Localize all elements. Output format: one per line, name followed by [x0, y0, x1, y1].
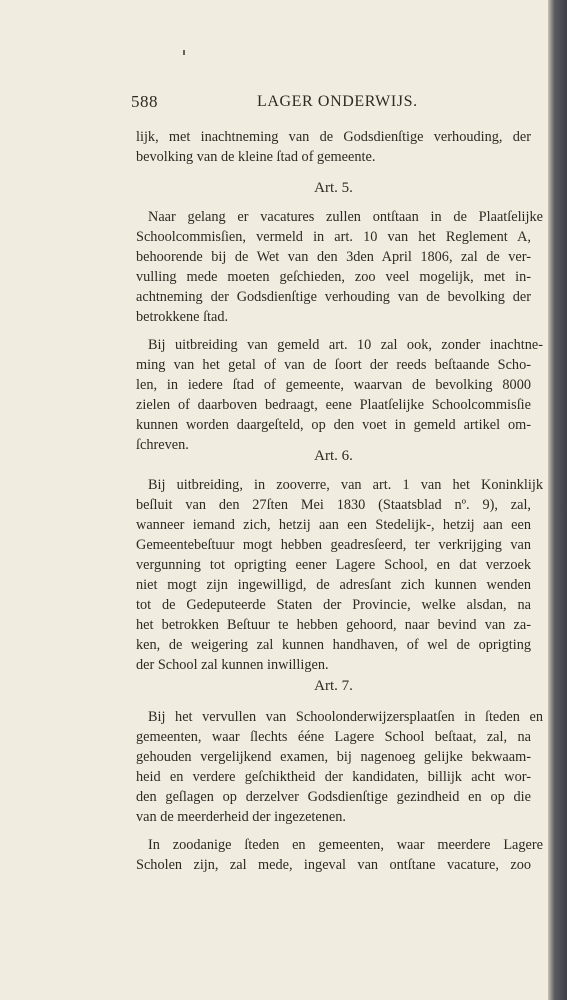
- text-line: len, in iedere ſtad of gemeente, waarvan de bevolking 8000: [136, 377, 531, 393]
- text-line: tot de Gedeputeerde Staten der Provincie, welke alsdan, na: [136, 597, 531, 613]
- text-line: Bij uitbreiding van gemeld art. 10 zal ook, zonder inachtne-: [148, 337, 543, 353]
- text-line: vergunning tot oprigting eener Lagere School, en dat verzoek: [136, 557, 531, 573]
- text-line: Bij uitbreiding, in zooverre, van art. 1 van het Koninklijk: [148, 477, 543, 493]
- text-line: Scholen zijn, zal mede, ingeval van ontſtane vacature, zoo: [136, 857, 531, 873]
- text-line: gemeenten, waar ſlechts ééne Lagere School beſtaat, zal, na: [136, 729, 531, 745]
- page-number: 588: [131, 92, 158, 111]
- text-line: vulling mede moeten geſchieden, zoo veel mogelijk, met in-: [136, 269, 531, 285]
- text-line: achtneming der Godsdienſtige verhouding van de bevolking der: [136, 289, 531, 305]
- page-header: [131, 92, 437, 116]
- text-line: den geſlagen op derzelver Godsdienſtige gezindheid en op die: [136, 789, 531, 805]
- text-line: behoorende bij de Wet van den 3den April 1806, zal de ver-: [136, 249, 531, 265]
- text-line: niet mogt zijn ingewilligd, de adresſant zich kunnen wenden: [136, 577, 531, 593]
- text-line: lijk, met inachtneming van de Godsdienſtige verhouding, der: [136, 129, 531, 145]
- article-heading: Art. 5.: [314, 180, 353, 196]
- text-line: gehouden vergelijkend examen, bij nagenoeg gelijke bekwaam-: [136, 749, 531, 765]
- printer-mark: [183, 50, 185, 55]
- text-line: betrokkene ſtad.: [136, 309, 229, 325]
- text-line: beſluit van den 27ſten Mei 1830 (Staatsblad nº. 9), zal,: [136, 497, 531, 513]
- text-line: van de meerderheid der ingezetenen.: [136, 809, 346, 825]
- text-line: Naar gelang er vacatures zullen ontſtaan in de Plaatſelijke: [148, 209, 543, 225]
- text-line: ken, de weigering zal kunnen handhaven, of wel de oprigting: [136, 637, 531, 653]
- text-line: wanneer iemand zich, hetzij aan een Stedelijk-, hetzij aan een: [136, 517, 531, 533]
- text-line: Schoolcommisſien, vermeld in art. 10 van het Reglement A,: [136, 229, 531, 245]
- article-heading: Art. 7.: [314, 678, 353, 694]
- text-line: Bij het vervullen van Schoolonderwijzersplaatſen in ſteden en: [148, 709, 543, 725]
- text-line: zielen of daarboven bedraagt, eene Plaatſelijke Schoolcommisſie: [136, 397, 531, 413]
- text-line: het betrokken Beſtuur te hebben gehoord, naar bevind van za-: [136, 617, 531, 633]
- article-heading: Art. 6.: [314, 448, 353, 464]
- text-line: bevolking van de kleine ſtad of gemeente.: [136, 149, 376, 165]
- text-line: der School zal kunnen inwilligen.: [136, 657, 329, 673]
- book-spine-edge: [548, 0, 567, 1000]
- text-line: In zoodanige ſteden en gemeenten, waar meerdere Lagere: [148, 837, 543, 853]
- text-line: ming van het getal of van de ſoort der reeds beſtaande Scho-: [136, 357, 531, 373]
- text-line: Gemeentebeſtuur mogt hebben geadresſeerd, ter verkrijging van: [136, 537, 531, 553]
- text-line: kunnen worden daargeſteld, op den voet in gemeld artikel om-: [136, 417, 531, 433]
- running-title: LAGER ONDERWIJS.: [257, 93, 418, 110]
- text-line: ſchreven.: [136, 437, 189, 453]
- text-line: heid en verdere geſchiktheid der kandidaten, billijk acht wor-: [136, 769, 531, 785]
